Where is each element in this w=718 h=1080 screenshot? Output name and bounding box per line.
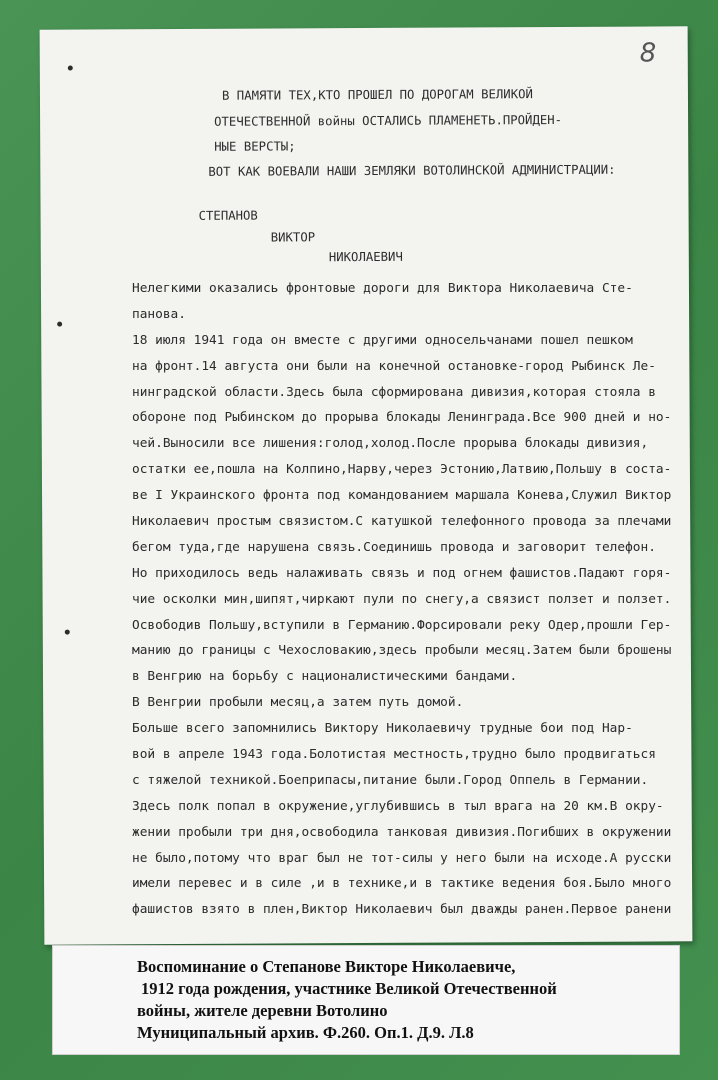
body-text-line: фашистов взято в плен,Виктор Николаевич был дважды ранен.Первое ранени <box>132 902 672 918</box>
body-text-line: не было,потому что враг был не тот-силы у него были на исходе.А русски <box>132 850 672 866</box>
body-text-line: с тяжелой техникой.Боеприпасы,питание были.Город Оппель в Германии. <box>132 772 649 788</box>
body-text-line: Здесь полк попал в окружение,углубившись в тыл врага на 20 км.В окру- <box>132 798 664 814</box>
caption-line-4: Муниципальный архив. Ф.260. Оп.1. Д.9. Л.8 <box>137 1023 474 1042</box>
body-text-line: В Венгрии пробыли месяц,а затем путь домой. <box>132 695 464 711</box>
body-text-line: Освободив Польшу,вступили в Германию.Форсировали реку Одер,прошли Гер- <box>132 617 672 633</box>
body-text-line: Николаевич простым связистом.С катушкой телефонного провода за плечами <box>132 514 672 530</box>
body-text-line: остатки ее,пошла на Колпино,Нарву,через Эстонию,Латвию,Польшу в соста- <box>132 462 672 478</box>
punch-hole <box>57 322 62 327</box>
body-text-line: панова. <box>132 306 186 322</box>
body-text-line: обороне под Рыбинском до прорыва блокады Ленинграда.Все 900 дней и но- <box>132 410 672 426</box>
name-surname: СТЕПАНОВ <box>198 208 258 223</box>
document-body <box>132 276 692 923</box>
name-first: ВИКТОР <box>270 230 316 245</box>
caption-line-1: Воспоминание о Степанове Викторе Николаевиче, <box>137 957 516 976</box>
heading-line-1: В ПАМЯТИ ТЕХ,КТО ПРОШЕЛ ПО ДОРОГАМ ВЕЛИКОЙ <box>221 87 533 103</box>
caption-label <box>52 945 680 1055</box>
body-text-line: Больше всего запомнились Виктору Николаевичу трудные бои под Нар- <box>132 721 633 737</box>
caption-line-2: 1912 года рождения, участнике Великой Отечественной <box>141 979 557 998</box>
body-text-line: в Венгрию на борьбу с националистическими бандами. <box>132 669 518 685</box>
heading-line-4: ВОТ КАК ВОЕВАЛИ НАШИ ЗЕМЛЯКИ ВОТОЛИНСКОЙ АДМИНИСТРАЦИИ: <box>208 162 616 179</box>
body-text-line: нинградской области.Здесь была сформирована дивизия,которая стояла в <box>132 384 656 400</box>
body-text-line: Нелегкими оказались фронтовые дороги для Виктора Николаевича Сте- <box>132 281 633 296</box>
body-text-line: чей.Выносили все лишения:голод,холод.После прорыва блокады дивизия, <box>132 436 649 452</box>
body-text-line: манию до границы с Чехословакию,здесь пробыли месяц.Затем были брошены <box>132 643 672 659</box>
body-text-line: бегом туда,где нарушена связь.Соединишь провода и заговорит телефон. <box>132 539 656 555</box>
punch-hole <box>68 66 73 71</box>
page-number: 8 <box>639 38 657 69</box>
body-text-line: 18 июля 1941 года он вместе с другими односельчанами пошел пешком <box>132 332 633 348</box>
body-text-line: Но приходилось ведь налаживать связь и под огнем фашистов.Падают горя- <box>132 565 672 581</box>
body-text-line: вой в апреле 1943 года.Болотистая местность,трудно было продвигаться <box>132 747 656 763</box>
punch-hole <box>65 630 70 635</box>
name-patronymic: НИКОЛАЕВИЧ <box>328 249 403 265</box>
body-text-line: жении пробыли три дня,освободила танковая дивизия.Погибших в окружении <box>132 824 672 840</box>
caption-line-3: войны, жителе деревни Вотолино <box>137 1001 388 1020</box>
heading-line-3: НЫЕ ВЕРСТЫ; <box>214 139 296 154</box>
body-text-line: имели перевес и в силе ,и в технике,и в тактике ведения боя.Было много <box>132 876 672 892</box>
heading-line-2: ОТЕЧЕСТВЕННОЙ войны ОСТАЛИСЬ ПЛАМЕНЕТЬ.ПРОЙДЕН- <box>214 112 563 129</box>
body-text-line: чие осколки мин,шипят,чиркают пули по снегу,а связист ползет и ползет. <box>132 591 672 607</box>
body-text-line: ве I Украинского фронта под командованием маршала Конева,Служил Виктор <box>132 488 672 504</box>
body-text-line: на фронт.14 августа они были на конечной остановке-город Рыбинск Ле- <box>132 358 656 374</box>
